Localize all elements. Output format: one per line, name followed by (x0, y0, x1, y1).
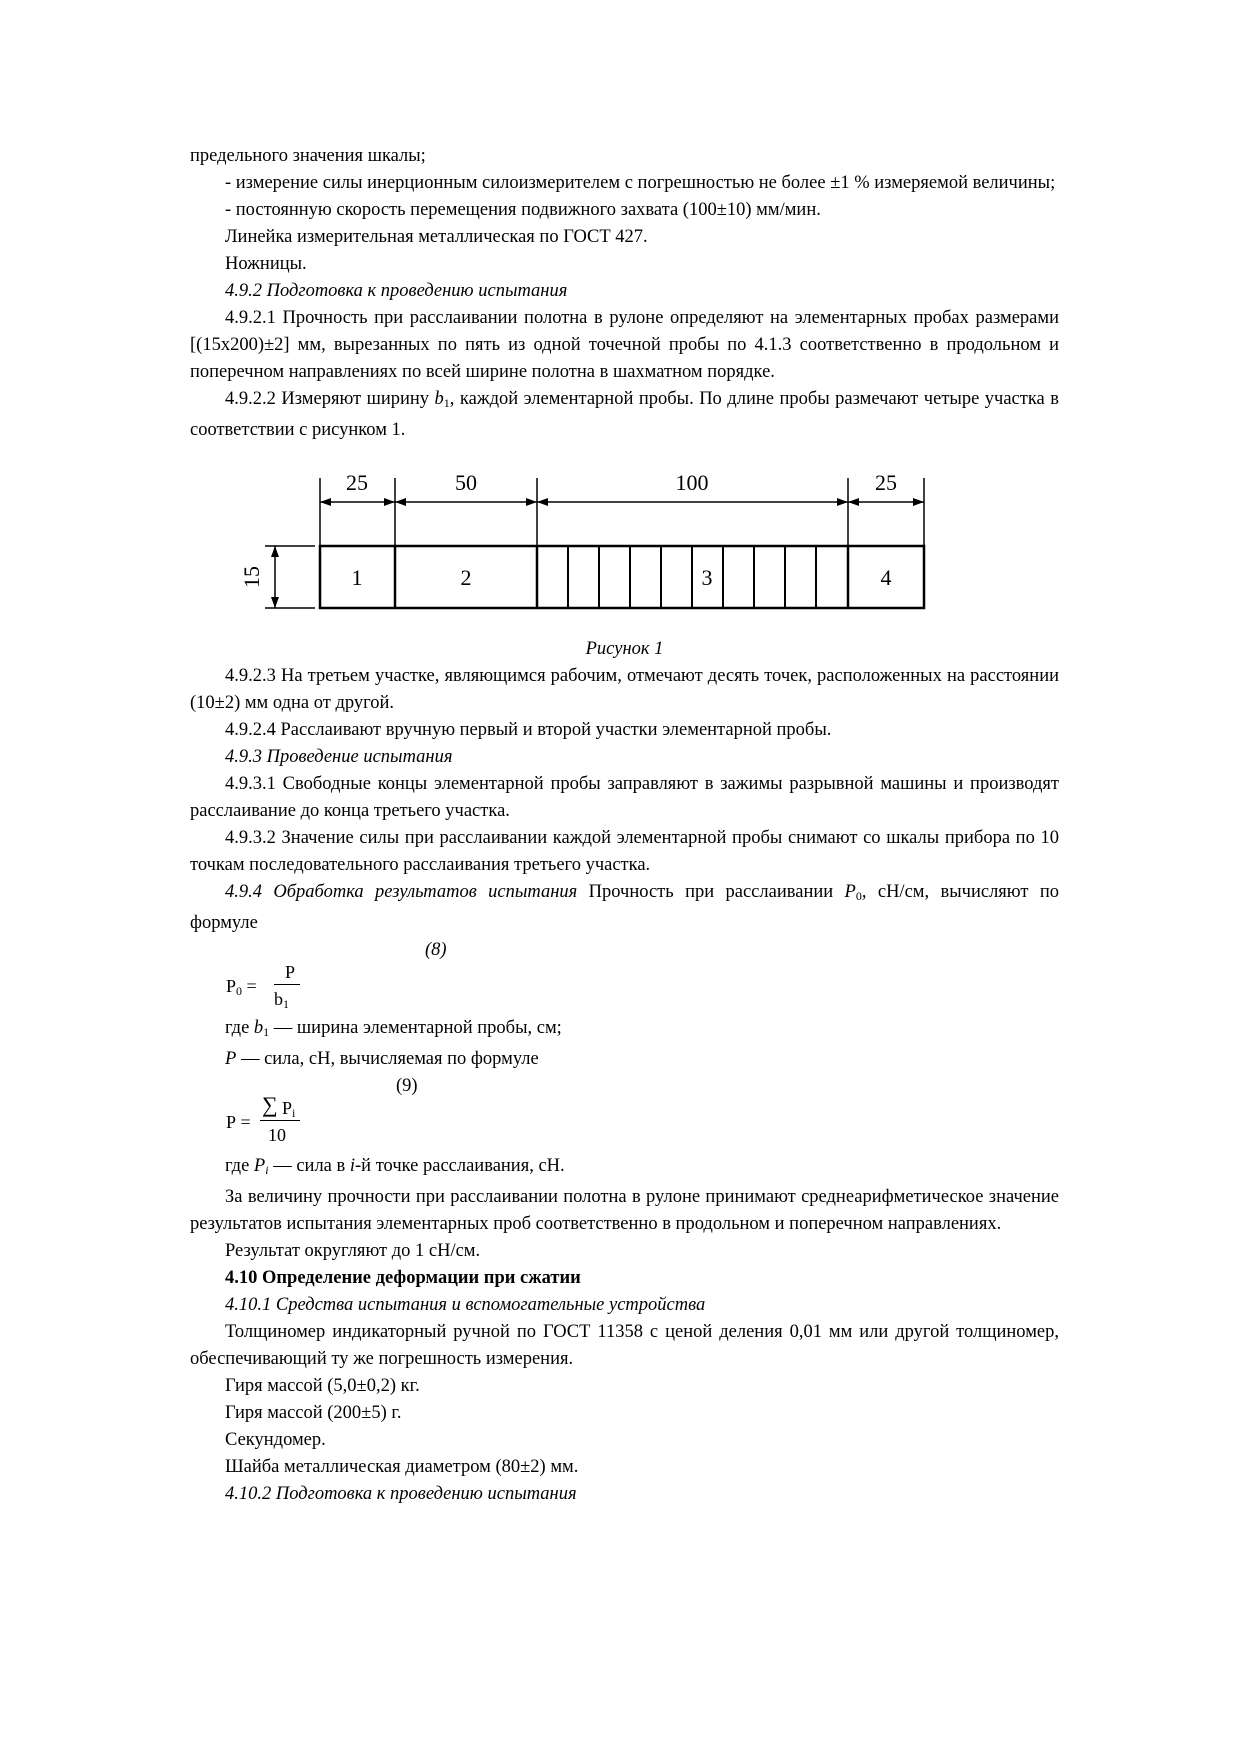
text-paragraph: 4.9.2.3 На третьем участке, являющимся рабочим, отмечают десять точек, расположенных на расстоянии (10±2) мм одна от другой. (190, 666, 1059, 713)
text-line: P — сила, сН, вычисляемая по формуле (225, 1049, 539, 1069)
section-heading-bold: 4.10 Определение деформации при сжатии (225, 1268, 581, 1288)
dim-label-15: 15 (239, 566, 264, 588)
dim-label-100: 100 (675, 470, 709, 495)
text-paragraph: За величину прочности при расслаивании полотна в рулоне принимают среднеарифметическое значение результатов испытания элементарных проб соответственно в продольном и поперечном направлениях. (190, 1187, 1059, 1234)
text-paragraph: 4.9.3.1 Свободные концы элементарной пробы заправляют в зажимы разрывной машины и производят расслаивание до конца третьего участка. (190, 774, 1059, 821)
text-paragraph: - измерение силы инерционным силоизмерителем с погрешностью не более ±1 % измеряемой величины; (225, 173, 1056, 193)
text-line: - постоянную скорость перемещения подвижного захвата (100±10) мм/мин. (225, 200, 821, 220)
equation-number-9: (9) (396, 1076, 418, 1096)
zone-label-2: 2 (460, 565, 472, 590)
document-page (190, 143, 1059, 1508)
zone-label-4: 4 (880, 565, 892, 590)
text-line: 4.9.2.4 Расслаивают вручную первый и второй участки элементарной пробы. (225, 720, 832, 740)
text-paragraph: 4.9.4 Обработка результатов испытания Прочность при расслаивании $P_0$, сН/см, вычисляют по формуле (190, 882, 1060, 933)
formula-8: (8) $P_0$ = P $b_1$ (190, 937, 1059, 1015)
text-line: Гиря массой (200±5) г. (225, 1403, 402, 1423)
text-line: Шайба металлическая диаметром (80±2) мм. (225, 1457, 579, 1477)
dim-label-25b: 25 (875, 470, 897, 495)
text-paragraph: 4.9.2.1 Прочность при расслаивании полотна в рулоне определяют на элементарных пробах размерами [(15х200)±2] мм, вырезанных по пять из одной точечной пробы по 4.1.3 соответственно в продольном и поперечном направлениях по всей ширине полотна в шахматном порядке. (190, 308, 1059, 382)
text-line: предельного значения шкалы; (190, 146, 426, 166)
figure-caption: Рисунок 1 (585, 639, 664, 659)
figure-1 (190, 460, 1059, 630)
text-line: Секундомер. (225, 1430, 326, 1450)
text-paragraph: 4.9.3.2 Значение силы при расслаивании каждой элементарной пробы снимают со шкалы прибора по 10 точкам последовательного расслаивания третьего участка. (190, 828, 1059, 875)
text-line: Ножницы. (225, 254, 307, 274)
section-heading: 4.9.2 Подготовка к проведению испытания (225, 281, 568, 301)
dim-label-50: 50 (455, 470, 477, 495)
dim-label-25a: 25 (346, 470, 368, 495)
section-heading: 4.10.1 Средства испытания и вспомогательные устройства (225, 1295, 706, 1315)
text-paragraph: Толщиномер индикаторный ручной по ГОСТ 11358 с ценой деления 0,01 мм или другой толщиномер, обеспечивающий ту же погрешность измерения. (190, 1322, 1059, 1369)
text-paragraph: 4.9.2.2 Измеряют ширину $b_1$, каждой элементарной пробы. По длине пробы размечают четыре участка в соответствии с рисунком 1. (190, 389, 1059, 440)
section-heading: 4.9.3 Проведение испытания (225, 747, 453, 767)
zone-label-1: 1 (351, 565, 363, 590)
specimen-diagram (239, 460, 965, 630)
text-line: Линейка измерительная металлическая по ГОСТ 427. (225, 227, 648, 247)
specimen-outline (320, 546, 924, 608)
zone-label-3: 3 (701, 565, 713, 590)
text-line: Результат округляют до 1 сН/см. (225, 1241, 481, 1261)
equation-number-8: (8) (425, 940, 447, 960)
section-heading: 4.10.2 Подготовка к проведению испытания (225, 1484, 577, 1504)
text-line: где $b_1$ — ширина элементарной пробы, см; (225, 1018, 562, 1039)
text-line: Гиря массой (5,0±0,2) кг. (225, 1376, 420, 1396)
text-line: где $P_i$ — сила в i-й точке расслаивания, сН. (225, 1156, 565, 1177)
formula-9: (9) P = ∑ $P_i$ 10 (190, 1073, 1059, 1153)
